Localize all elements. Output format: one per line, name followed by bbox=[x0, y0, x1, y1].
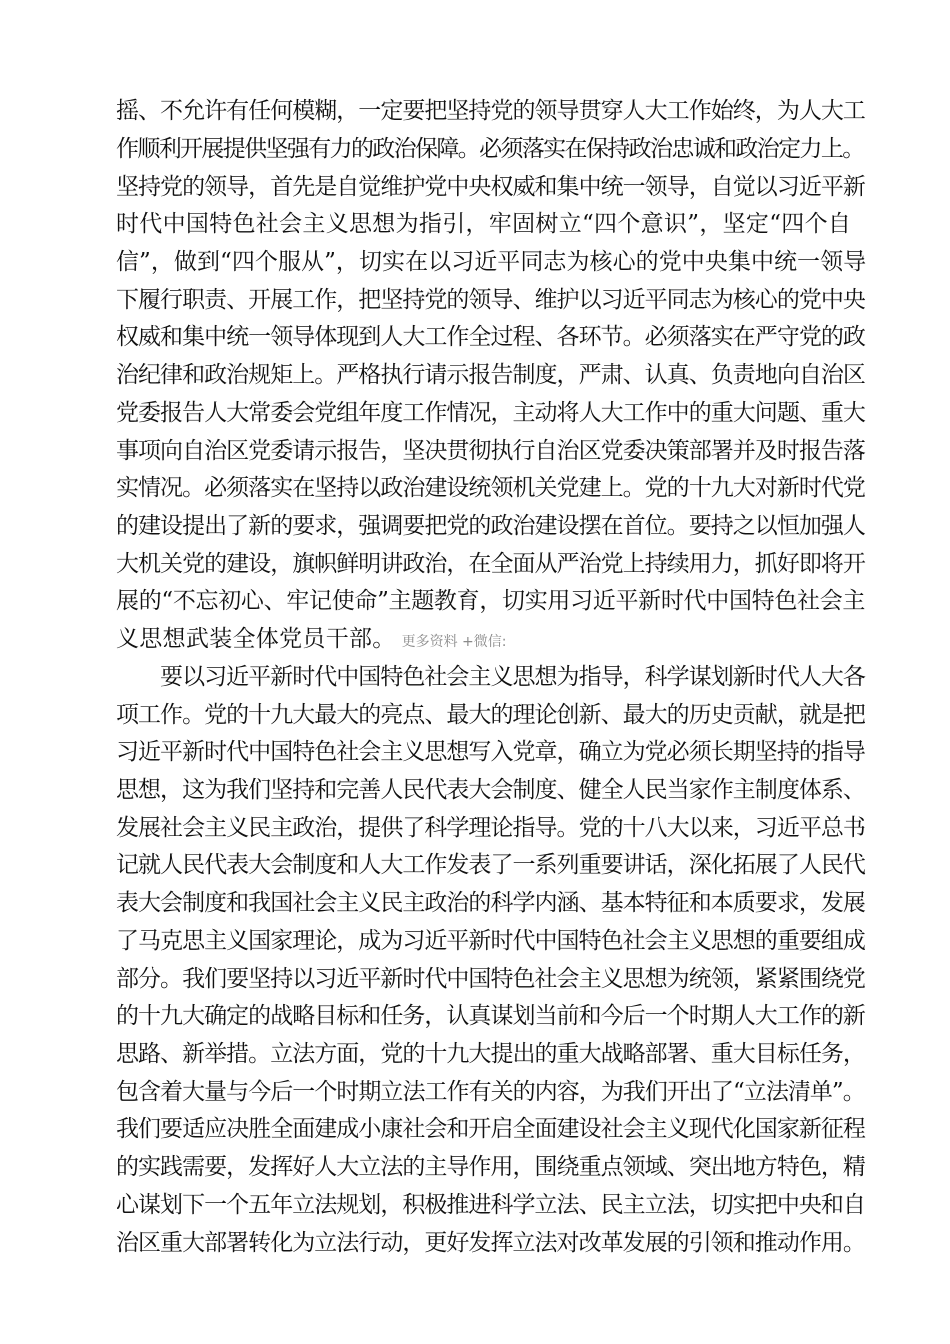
paragraph-2-line-11: 思路、新举措。立法方面，党的十九大提出的重大战略部署、重大目标任务， bbox=[116, 1041, 865, 1067]
paragraph-1-line-5: 信”，做到“四个服从”，切实在以习近平同志为核心的党中央集中统一领导 bbox=[116, 249, 867, 275]
paragraph-1-line-9: 党委报告人大常委会党组年度工作情况，主动将人大工作中的重大问题、重大 bbox=[116, 400, 865, 426]
paragraph-2-line-1: 要以习近平新时代中国特色社会主义思想为指导，科学谋划新时代人大各 bbox=[116, 664, 865, 690]
paragraph-2-line-7: 表大会制度和我国社会主义民主政治的科学内涵、基本特征和本质要求，发展 bbox=[116, 890, 865, 916]
paragraph-1-line-14: 展的“不忘初心、牢记使命”主题教育，切实用习近平新时代中国特色社会主 bbox=[116, 588, 866, 614]
paragraph-2-line-9: 部分。我们要坚持以习近平新时代中国特色社会主义思想为统领，紧紧围绕党 bbox=[116, 966, 865, 992]
paragraph-2-line-14: 的实践需要，发挥好人大立法的主导作用，围绕重点领域、突出地方特色，精 bbox=[116, 1154, 865, 1180]
paragraph-2-line-12: 包含着大量与今后一个时期立法工作有关的内容，为我们开出了“立法清单”。 bbox=[116, 1079, 865, 1105]
watermark-note: 更多资料 +微信: bbox=[401, 634, 507, 650]
paragraph-2-line-13: 我们要适应决胜全面建成小康社会和开启全面建设社会主义现代化国家新征程 bbox=[116, 1116, 865, 1142]
paragraph-2-line-6: 记就人民代表大会制度和人大工作发表了一系列重要讲话，深化拓展了人民代 bbox=[116, 852, 865, 878]
paragraph-1-line-7: 权威和集中统一领导体现到人大工作全过程、各环节。必须落实在严守党的政 bbox=[116, 324, 865, 350]
paragraph-1-line-8: 治纪律和政治规矩上。严格执行请示报告制度，严肃、认真、负责地向自治区 bbox=[116, 362, 865, 388]
paragraph-2-line-5: 发展社会主义民主政治，提供了科学理论指导。党的十八大以来，习近平总书 bbox=[116, 815, 865, 841]
paragraph-2-line-16: 治区重大部署转化为立法行动，更好发挥立法对改革发展的引领和推动作用。 bbox=[116, 1230, 865, 1256]
paragraph-1-line-2: 作顺利开展提供坚强有力的政治保障。必须落实在保持政治忠诚和政治定力上。 bbox=[116, 136, 864, 162]
paragraph-2-line-10: 的十九大确定的战略目标和任务，认真谋划当前和今后一个时期人大工作的新 bbox=[116, 1003, 865, 1029]
paragraph-1-line-11: 实情况。必须落实在坚持以政治建设统领机关党建上。党的十九大对新时代党 bbox=[116, 475, 865, 501]
paragraph-1-last-text: 义思想武装全体党员干部。 bbox=[116, 626, 396, 652]
paragraph-2-line-2: 项工作。党的十九大最大的亮点、最大的理论创新、最大的历史贡献，就是把 bbox=[116, 702, 865, 728]
paragraph-1-line-1: 摇、不允许有任何模糊，一定要把坚持党的领导贯穿人大工作始终，为人大工 bbox=[116, 98, 865, 124]
paragraph-2-line-4: 思想，这为我们坚持和完善人民代表大会制度、健全人民当家作主制度体系、 bbox=[116, 777, 865, 803]
paragraph-1-line-15 bbox=[116, 624, 866, 657]
paragraph-1-line-6: 下履行职责、开展工作，把坚持党的领导、维护以习近平同志为核心的党中央 bbox=[116, 287, 865, 313]
paragraph-1-line-4: 时代中国特色社会主义思想为指引，牢固树立“四个意识”，坚定“四个自 bbox=[116, 211, 852, 237]
paragraph-1-line-13: 大机关党的建设，旗帜鲜明讲政治，在全面从严治党上持续用力，抓好即将开 bbox=[116, 551, 865, 577]
paragraph-1-line-3: 坚持党的领导，首先是自觉维护党中央权威和集中统一领导，自觉以习近平新 bbox=[116, 174, 865, 200]
paragraph-2-line-15: 心谋划下一个五年立法规划，积极推进科学立法、民主立法，切实把中央和自 bbox=[116, 1192, 865, 1218]
paragraph-1-line-12: 的建设提出了新的要求，强调要把党的政治建设摆在首位。要持之以恒加强人 bbox=[116, 513, 865, 539]
paragraph-2-line-8: 了马克思主义国家理论，成为习近平新时代中国特色社会主义思想的重要组成 bbox=[116, 928, 865, 954]
paragraph-1-line-10: 事项向自治区党委请示报告，坚决贯彻执行自治区党委决策部署并及时报告落 bbox=[116, 438, 865, 464]
paragraph-2-line-3: 习近平新时代中国特色社会主义思想写入党章，确立为党必须长期坚持的指导 bbox=[116, 739, 865, 765]
